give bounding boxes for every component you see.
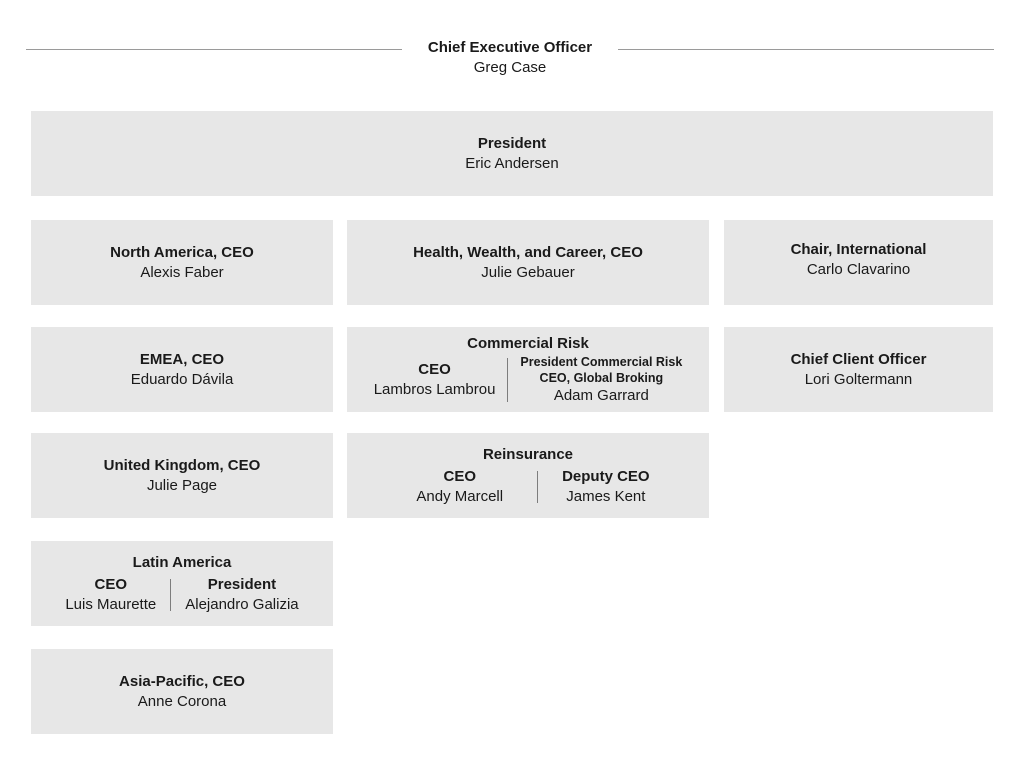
emea-name: Eduardo Dávila [130,370,234,388]
health-wealth-career-title: Health, Wealth, and Career, CEO [413,243,643,261]
latin-america-left-name: Luis Maurette [65,595,157,613]
uk-title: United Kingdom, CEO [103,456,261,474]
reinsurance-right-name: James Kent [566,487,646,505]
asia-pacific-box [31,649,333,734]
chief-client-officer-title: Chief Client Officer [790,350,927,368]
commercial-risk-left [362,354,508,406]
commercial-risk-split [362,354,695,406]
emea-title: EMEA, CEO [139,350,225,368]
ceo-name: Greg Case [473,59,547,76]
north-america-name: Alexis Faber [140,263,224,281]
reinsurance-title: Reinsurance [482,445,574,463]
ceo-header [400,38,620,78]
president-title: President [477,134,547,152]
latin-america-right-role: President [207,575,277,593]
chief-client-officer-box [724,327,993,412]
ceo-title: Chief Executive Officer [427,39,593,56]
reinsurance-left-role: CEO [443,467,476,485]
emea-box [31,327,333,412]
ceo-right-rule [618,49,994,50]
president-box [31,111,993,196]
latin-america-right [171,575,312,615]
commercial-risk-right [508,354,694,406]
chair-international-title: Chair, International [790,241,927,258]
latin-america-right-name: Alejandro Galizia [185,595,299,613]
uk-name: Julie Page [146,476,218,494]
chair-international-box [724,220,993,305]
north-america-title: North America, CEO [110,243,254,261]
health-wealth-career-name: Julie Gebauer [481,263,575,281]
north-america-box [31,220,333,305]
commercial-risk-right-name: Adam Garrard [553,386,649,404]
latin-america-title: Latin America [132,553,232,571]
latin-america-left-role: CEO [94,575,128,593]
reinsurance-left-name: Andy Marcell [416,487,504,505]
latin-america-box [31,541,333,626]
asia-pacific-title: Asia-Pacific, CEO [119,672,245,690]
reinsurance-right-role: Deputy CEO [562,467,650,485]
commercial-risk-title: Commercial Risk [467,334,589,352]
ceo-left-rule [26,49,402,50]
commercial-risk-left-role: CEO [418,360,451,378]
health-wealth-career-box [347,220,709,305]
reinsurance-box [347,433,709,518]
reinsurance-left [382,467,537,507]
reinsurance-right [538,467,674,507]
latin-america-left [51,575,170,615]
uk-box [31,433,333,518]
chief-client-officer-name: Lori Goltermann [804,370,913,388]
commercial-risk-right-role2: CEO, Global Broking [539,370,664,385]
president-name: Eric Andersen [465,154,559,172]
commercial-risk-right-role1: President Commercial Risk [520,354,683,369]
commercial-risk-box [347,327,709,412]
commercial-risk-left-name: Lambros Lambrou [373,380,496,398]
reinsurance-split [382,467,673,507]
asia-pacific-name: Anne Corona [137,692,227,710]
chair-international-name: Carlo Clavarino [806,261,911,278]
latin-america-split [51,575,312,615]
